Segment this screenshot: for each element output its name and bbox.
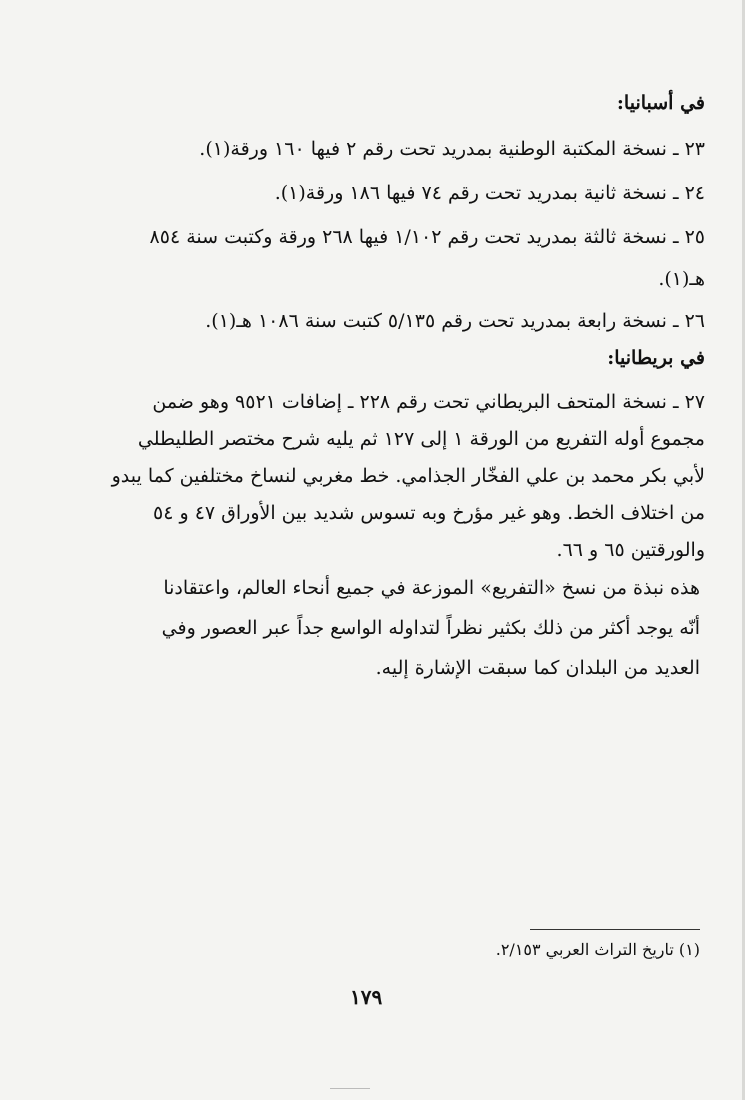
list-item-27: ٢٧ ـ نسخة المتحف البريطاني تحت رقم ٢٢٨ ـ إضافات ٩٥٢١ وهو ضمن مجموع أوله التفريع من الورقة ١ إلى ١٢٧ ثم يليه شرح مختصر الطليطلي لأبي بكر محمد بن علي الفخّار الجذامي. خط مغربي لنساخ مختلفين كما يبدو من اختلاف الخط. وهو غير مؤرخ وبه تسوس شديد بين الأوراق ٤٧ و ٥٤ والورقتين ٦٥ و ٦٦. (111, 391, 705, 561)
scan-mark (330, 1088, 370, 1089)
heading-spain: في أسبانيا: (616, 92, 705, 114)
footnote: (١) تاريخ التراث العربي ٢/١٥٣. (495, 940, 700, 959)
list-item-26: ٢٦ ـ نسخة رابعة بمدريد تحت رقم ٥/١٣٥ كتبت سنة ١٠٨٦ هـ(١). (205, 310, 705, 332)
page-number: ١٧٩ (350, 985, 383, 1009)
footnote-rule (530, 929, 700, 930)
list-item-25: ٢٥ ـ نسخة ثالثة بمدريد تحت رقم ١/١٠٢ فيها ٢٦٨ ورقة وكتبت سنة ٨٥٤ هـ(١). (149, 226, 705, 290)
list-item-24: ٢٤ ـ نسخة ثانية بمدريد تحت رقم ٧٤ فيها ١٨٦ ورقة(١). (274, 182, 705, 204)
list-item-23: ٢٣ ـ نسخة المكتبة الوطنية بمدريد تحت رقم ٢ فيها ١٦٠ ورقة(١). (199, 138, 705, 160)
heading-britain: في بريطانيا: (607, 347, 705, 369)
closing-paragraph: هذه نبذة من نسخ «التفريع» الموزعة في جميع أنحاء العالم، واعتقادنا أنّه يوجد أكثر من ذلك بكثير نظراً لتداوله الواسع جداً عبر العصور وفي العديد من البلدان كما سبقت الإشارة إليه. (161, 577, 700, 679)
